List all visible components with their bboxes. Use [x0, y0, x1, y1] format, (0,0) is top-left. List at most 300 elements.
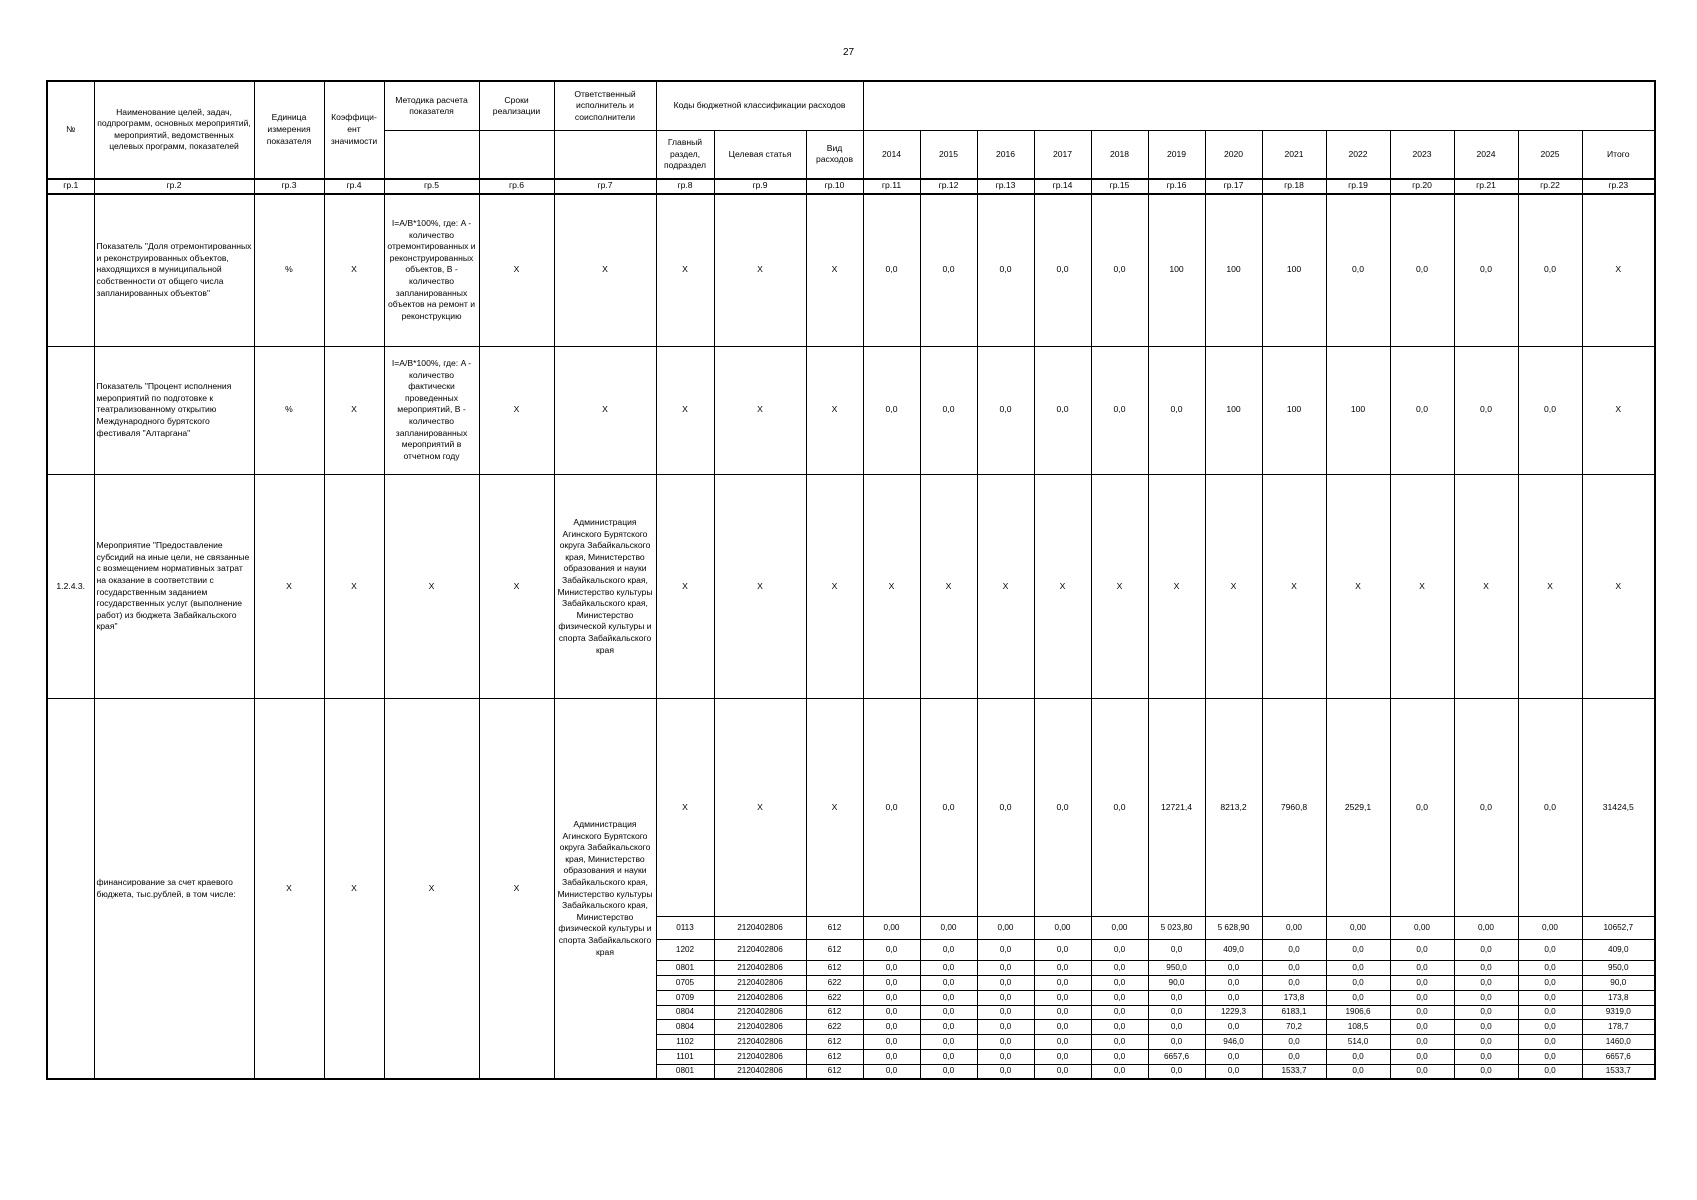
header-target: Целевая статья: [714, 131, 806, 179]
column-number: гр.13: [977, 179, 1034, 194]
detail-expense: 612: [806, 1005, 863, 1020]
financing-method: Х: [384, 699, 479, 1079]
detail-section: 0804: [656, 1005, 714, 1020]
detail-year-value: 0,0: [1205, 1064, 1262, 1079]
row-year-value: 0,0: [1034, 194, 1091, 346]
detail-year-value: 946,0: [1205, 1035, 1262, 1050]
table-row: [47, 474, 1655, 699]
summary-year-value: 0,0: [863, 699, 920, 917]
column-number: гр.16: [1148, 179, 1205, 194]
detail-year-value: 0,0: [1454, 1035, 1518, 1050]
detail-year-value: 950,0: [1148, 961, 1205, 976]
row-unit: %: [254, 194, 324, 346]
header-year-2020: 2020: [1205, 131, 1262, 179]
detail-year-value: 0,0: [863, 961, 920, 976]
column-number: гр.12: [920, 179, 977, 194]
row-year-value: 0,0: [863, 346, 920, 474]
detail-year-value: 0,0: [863, 939, 920, 961]
detail-section: 1101: [656, 1049, 714, 1064]
detail-expense: 612: [806, 939, 863, 961]
detail-year-value: 514,0: [1326, 1035, 1390, 1050]
row-method: I=A/B*100%, где: A - количество фактически проведенных мероприятий, В - количество запланированных мероприятий в отчетном году: [384, 346, 479, 474]
column-number: гр.5: [384, 179, 479, 194]
row-year-value: Х: [920, 474, 977, 699]
header-year-2018: 2018: [1091, 131, 1148, 179]
row-year-value: 0,0: [977, 346, 1034, 474]
detail-year-value: 0,00: [863, 917, 920, 940]
detail-year-value: 0,0: [1262, 1049, 1326, 1064]
detail-section: 1202: [656, 939, 714, 961]
detail-year-value: 1533,7: [1262, 1064, 1326, 1079]
header-method: Методика расчета показателя: [384, 81, 479, 131]
column-number: гр.21: [1454, 179, 1518, 194]
detail-year-value: 0,0: [1205, 961, 1262, 976]
row-year-value: Х: [1390, 474, 1454, 699]
row-year-value: 0,0: [1390, 194, 1454, 346]
row-name: Мероприятие "Предоставление субсидий на иные цели, не связанные с возмещением нормативных затрат на оказание в соответствии с государственным заданием государственных услуг (выполнение работ) из бюджета Забайкальского края": [94, 474, 254, 699]
detail-year-value: 0,0: [1454, 990, 1518, 1005]
detail-year-value: 0,0: [1091, 1005, 1148, 1020]
header-total: Итого: [1582, 131, 1655, 179]
detail-year-value: 0,0: [1390, 1035, 1454, 1050]
detail-year-value: 0,0: [1091, 1049, 1148, 1064]
detail-year-value: 0,0: [1148, 1035, 1205, 1050]
detail-year-value: 0,00: [1454, 917, 1518, 940]
detail-year-value: 0,0: [920, 939, 977, 961]
row-year-value: Х: [1034, 474, 1091, 699]
detail-year-value: 0,0: [863, 1064, 920, 1079]
financing-coef: Х: [324, 699, 384, 1079]
detail-year-value: 0,0: [1454, 939, 1518, 961]
detail-target: 2120402806: [714, 976, 806, 991]
summary-year-value: 0,0: [1034, 699, 1091, 917]
detail-year-value: 0,0: [1034, 1020, 1091, 1035]
column-number: гр.3: [254, 179, 324, 194]
detail-year-value: 0,0: [920, 976, 977, 991]
header-section: Главный раздел, подраздел: [656, 131, 714, 179]
summary-year-value: 0,0: [1454, 699, 1518, 917]
detail-total: 409,0: [1582, 939, 1655, 961]
detail-year-value: 70,2: [1262, 1020, 1326, 1035]
detail-year-value: 0,0: [1390, 976, 1454, 991]
row-year-value: 100: [1326, 346, 1390, 474]
detail-year-value: 0,0: [863, 1049, 920, 1064]
page-number: 27: [842, 47, 855, 58]
detail-section: 0709: [656, 990, 714, 1005]
row-year-value: Х: [1205, 474, 1262, 699]
row-coef: Х: [324, 194, 384, 346]
column-number: гр.23: [1582, 179, 1655, 194]
column-number: гр.17: [1205, 179, 1262, 194]
column-number: гр.10: [806, 179, 863, 194]
detail-target: 2120402806: [714, 917, 806, 940]
summary-year-value: 12721,4: [1148, 699, 1205, 917]
header-responsible: Ответственный исполнитель и соисполнители: [554, 81, 656, 131]
detail-target: 2120402806: [714, 1005, 806, 1020]
budget-table: [46, 80, 1656, 1080]
detail-year-value: 1906,6: [1326, 1005, 1390, 1020]
detail-year-value: 0,0: [1390, 1049, 1454, 1064]
row-total: Х: [1582, 346, 1655, 474]
detail-year-value: 0,0: [1390, 1005, 1454, 1020]
detail-year-value: 0,0: [1326, 939, 1390, 961]
row-total: Х: [1582, 474, 1655, 699]
detail-year-value: 6657,6: [1148, 1049, 1205, 1064]
detail-expense: 612: [806, 1035, 863, 1050]
detail-section: 0705: [656, 976, 714, 991]
detail-year-value: 0,0: [1262, 1035, 1326, 1050]
header-year-2024: 2024: [1454, 131, 1518, 179]
detail-year-value: 409,0: [1205, 939, 1262, 961]
detail-year-value: 90,0: [1148, 976, 1205, 991]
detail-year-value: 0,0: [920, 990, 977, 1005]
header-year-2014: 2014: [863, 131, 920, 179]
detail-year-value: 0,0: [1205, 976, 1262, 991]
detail-year-value: 0,0: [1148, 990, 1205, 1005]
detail-year-value: 0,0: [1518, 961, 1582, 976]
detail-year-value: 0,0: [1091, 976, 1148, 991]
row-section: Х: [656, 346, 714, 474]
detail-year-value: 0,0: [977, 1035, 1034, 1050]
detail-expense: 612: [806, 961, 863, 976]
detail-year-value: 0,0: [1454, 1049, 1518, 1064]
row-responsible: Х: [554, 194, 656, 346]
summary-year-value: 0,0: [1091, 699, 1148, 917]
detail-year-value: 0,0: [1262, 976, 1326, 991]
column-number: гр.11: [863, 179, 920, 194]
header-year-2019: 2019: [1148, 131, 1205, 179]
detail-year-value: 0,0: [1518, 1049, 1582, 1064]
detail-year-value: 0,0: [1454, 961, 1518, 976]
detail-year-value: 0,0: [1205, 1020, 1262, 1035]
detail-year-value: 0,0: [1326, 976, 1390, 991]
detail-year-value: 0,0: [977, 1020, 1034, 1035]
detail-year-value: 0,0: [1034, 1064, 1091, 1079]
column-number: гр.4: [324, 179, 384, 194]
detail-year-value: 0,0: [1326, 1049, 1390, 1064]
column-number: гр.2: [94, 179, 254, 194]
row-section: Х: [656, 474, 714, 699]
detail-year-value: 0,0: [1148, 1020, 1205, 1035]
detail-expense: 612: [806, 1064, 863, 1079]
detail-year-value: 0,0: [1454, 1020, 1518, 1035]
header-coef: Коэффици-ент значимости: [324, 81, 384, 179]
header-expense: Вид расходов: [806, 131, 863, 179]
detail-year-value: 0,00: [1390, 917, 1454, 940]
detail-target: 2120402806: [714, 1035, 806, 1050]
detail-year-value: 0,0: [920, 961, 977, 976]
summary-section: Х: [656, 699, 714, 917]
table-row: [47, 346, 1655, 474]
detail-year-value: 0,00: [1262, 917, 1326, 940]
detail-year-value: 0,00: [1034, 917, 1091, 940]
row-unit: Х: [254, 474, 324, 699]
detail-year-value: 0,0: [977, 976, 1034, 991]
detail-total: 173,8: [1582, 990, 1655, 1005]
table-row: [47, 194, 1655, 346]
detail-year-value: 0,0: [863, 1035, 920, 1050]
header-years-group: [863, 81, 1655, 131]
detail-year-value: 0,0: [1034, 1049, 1091, 1064]
detail-year-value: 0,0: [863, 1005, 920, 1020]
detail-expense: 622: [806, 976, 863, 991]
column-number: гр.19: [1326, 179, 1390, 194]
detail-year-value: 0,0: [1454, 1005, 1518, 1020]
detail-target: 2120402806: [714, 1049, 806, 1064]
row-expense: Х: [806, 346, 863, 474]
detail-total: 9319,0: [1582, 1005, 1655, 1020]
detail-year-value: 0,0: [920, 1005, 977, 1020]
header-method-blank: [384, 131, 479, 179]
detail-year-value: 0,0: [1205, 990, 1262, 1005]
detail-year-value: 0,0: [1091, 990, 1148, 1005]
row-section: Х: [656, 194, 714, 346]
detail-year-value: 0,0: [920, 1020, 977, 1035]
detail-target: 2120402806: [714, 961, 806, 976]
detail-year-value: 0,0: [863, 990, 920, 1005]
row-target: Х: [714, 474, 806, 699]
detail-target: 2120402806: [714, 1064, 806, 1079]
detail-year-value: 0,0: [1518, 939, 1582, 961]
row-name: Показатель "Процент исполнения мероприятий по подготовке к театрализованному открытию Международного бурятского фестиваля "Алтаргана": [94, 346, 254, 474]
detail-expense: 622: [806, 1020, 863, 1035]
detail-year-value: 0,0: [1518, 1064, 1582, 1079]
financing-number: [47, 699, 94, 1079]
detail-year-value: 0,0: [1091, 1020, 1148, 1035]
detail-total: 1460,0: [1582, 1035, 1655, 1050]
row-number: [47, 346, 94, 474]
row-year-value: 0,0: [1518, 346, 1582, 474]
detail-year-value: 0,0: [1390, 990, 1454, 1005]
detail-section: 0804: [656, 1020, 714, 1035]
detail-year-value: 0,0: [1518, 1005, 1582, 1020]
row-expense: Х: [806, 194, 863, 346]
row-method: Х: [384, 474, 479, 699]
detail-year-value: 0,0: [1262, 961, 1326, 976]
detail-year-value: 0,00: [920, 917, 977, 940]
header-year-2021: 2021: [1262, 131, 1326, 179]
detail-year-value: 0,0: [920, 1049, 977, 1064]
detail-total: 950,0: [1582, 961, 1655, 976]
detail-year-value: 0,00: [1326, 917, 1390, 940]
detail-expense: 612: [806, 1049, 863, 1064]
detail-year-value: 0,0: [920, 1064, 977, 1079]
column-number: гр.6: [479, 179, 554, 194]
detail-year-value: 0,0: [1034, 1035, 1091, 1050]
detail-year-value: 0,0: [1518, 976, 1582, 991]
detail-year-value: 0,0: [1205, 1049, 1262, 1064]
detail-year-value: 0,0: [977, 990, 1034, 1005]
detail-target: 2120402806: [714, 939, 806, 961]
row-year-value: 0,0: [1454, 194, 1518, 346]
detail-year-value: 173,8: [1262, 990, 1326, 1005]
detail-year-value: 0,00: [977, 917, 1034, 940]
detail-year-value: 5 023,80: [1148, 917, 1205, 940]
summary-target: Х: [714, 699, 806, 917]
row-year-value: Х: [1454, 474, 1518, 699]
detail-total: 178,7: [1582, 1020, 1655, 1035]
row-responsible: Х: [554, 346, 656, 474]
detail-year-value: 0,0: [977, 961, 1034, 976]
financing-summary-row: [47, 699, 1655, 917]
detail-year-value: 0,0: [1518, 990, 1582, 1005]
header-row-1: [47, 81, 1655, 131]
detail-year-value: 0,0: [977, 1005, 1034, 1020]
detail-year-value: 0,0: [1390, 939, 1454, 961]
row-total: Х: [1582, 194, 1655, 346]
header-no: №: [47, 81, 94, 179]
detail-year-value: 0,00: [1518, 917, 1582, 940]
summary-year-value: 0,0: [977, 699, 1034, 917]
column-number: гр.18: [1262, 179, 1326, 194]
detail-year-value: 0,0: [1518, 1020, 1582, 1035]
column-number: гр.1: [47, 179, 94, 194]
detail-total: 10652,7: [1582, 917, 1655, 940]
detail-year-value: 0,0: [1326, 961, 1390, 976]
row-terms: Х: [479, 346, 554, 474]
row-year-value: Х: [1262, 474, 1326, 699]
row-year-value: 0,0: [863, 194, 920, 346]
detail-year-value: 0,0: [977, 939, 1034, 961]
row-year-value: 0,0: [1390, 346, 1454, 474]
row-year-value: 0,0: [977, 194, 1034, 346]
detail-expense: 612: [806, 917, 863, 940]
row-year-value: Х: [1326, 474, 1390, 699]
detail-year-value: 0,0: [1091, 961, 1148, 976]
row-responsible: Администрация Агинского Бурятского округа Забайкальского края, Министерство образования и науки Забайкальского края, Министерство культуры Забайкальского края, Министерство физической культуры и спорта Забайкальского края: [554, 474, 656, 699]
detail-year-value: 108,5: [1326, 1020, 1390, 1035]
summary-year-value: 0,0: [1518, 699, 1582, 917]
financing-name: финансирование за счет краевого бюджета, тыс.рублей, в том числе:: [94, 699, 254, 1079]
detail-year-value: 0,0: [1390, 1020, 1454, 1035]
row-coef: Х: [324, 346, 384, 474]
detail-year-value: 0,0: [1148, 1064, 1205, 1079]
detail-year-value: 0,0: [1454, 976, 1518, 991]
summary-year-value: 8213,2: [1205, 699, 1262, 917]
financing-unit: Х: [254, 699, 324, 1079]
header-responsible-blank: [554, 131, 656, 179]
summary-year-value: 0,0: [1390, 699, 1454, 917]
column-number: гр.9: [714, 179, 806, 194]
header-codes: Коды бюджетной классификации расходов: [656, 81, 863, 131]
header-year-2015: 2015: [920, 131, 977, 179]
detail-section: 0801: [656, 1064, 714, 1079]
row-year-value: 0,0: [1326, 194, 1390, 346]
column-number: гр.15: [1091, 179, 1148, 194]
detail-year-value: 0,0: [1091, 1064, 1148, 1079]
row-terms: Х: [479, 194, 554, 346]
summary-total: 31424,5: [1582, 699, 1655, 917]
header-unit: Единица измерения показателя: [254, 81, 324, 179]
row-year-value: Х: [1148, 474, 1205, 699]
column-number: гр.14: [1034, 179, 1091, 194]
header-year-2023: 2023: [1390, 131, 1454, 179]
detail-year-value: 0,0: [977, 1064, 1034, 1079]
summary-year-value: 7960,8: [1262, 699, 1326, 917]
header-year-2016: 2016: [977, 131, 1034, 179]
column-number: гр.7: [554, 179, 656, 194]
header-year-2025: 2025: [1518, 131, 1582, 179]
row-terms: Х: [479, 474, 554, 699]
detail-year-value: 0,0: [1390, 1064, 1454, 1079]
row-coef: Х: [324, 474, 384, 699]
detail-year-value: 0,0: [863, 976, 920, 991]
row-number: [47, 194, 94, 346]
column-number: гр.8: [656, 179, 714, 194]
column-number: гр.22: [1518, 179, 1582, 194]
row-year-value: Х: [1518, 474, 1582, 699]
detail-year-value: 0,00: [1091, 917, 1148, 940]
row-year-value: 0,0: [1091, 346, 1148, 474]
row-year-value: 100: [1205, 194, 1262, 346]
detail-year-value: 0,0: [1390, 961, 1454, 976]
detail-year-value: 0,0: [863, 1020, 920, 1035]
header-terms: Сроки реализации: [479, 81, 554, 131]
column-number-row: [47, 179, 1655, 194]
detail-target: 2120402806: [714, 990, 806, 1005]
detail-year-value: 6183,1: [1262, 1005, 1326, 1020]
summary-expense: Х: [806, 699, 863, 917]
detail-year-value: 0,0: [1262, 939, 1326, 961]
detail-year-value: 0,0: [1034, 990, 1091, 1005]
detail-year-value: 0,0: [1034, 939, 1091, 961]
detail-year-value: 0,0: [977, 1049, 1034, 1064]
row-year-value: 100: [1262, 346, 1326, 474]
row-year-value: 0,0: [1148, 346, 1205, 474]
row-year-value: 0,0: [1034, 346, 1091, 474]
row-number: 1.2.4.3.: [47, 474, 94, 699]
row-year-value: 100: [1148, 194, 1205, 346]
financing-terms: Х: [479, 699, 554, 1079]
detail-year-value: 0,0: [1091, 939, 1148, 961]
summary-year-value: 0,0: [920, 699, 977, 917]
detail-year-value: 5 628,90: [1205, 917, 1262, 940]
header-name: Наименование целей, задач, подпрограмм, основных мероприятий, мероприятий, ведомственных целевых программ, показателей: [94, 81, 254, 179]
detail-year-value: 0,0: [1148, 939, 1205, 961]
detail-year-value: 1229,3: [1205, 1005, 1262, 1020]
row-target: Х: [714, 346, 806, 474]
row-year-value: 100: [1262, 194, 1326, 346]
row-year-value: 0,0: [1518, 194, 1582, 346]
detail-year-value: 0,0: [1034, 976, 1091, 991]
detail-year-value: 0,0: [1518, 1035, 1582, 1050]
detail-section: 1102: [656, 1035, 714, 1050]
row-year-value: 0,0: [1454, 346, 1518, 474]
row-expense: Х: [806, 474, 863, 699]
row-year-value: Х: [977, 474, 1034, 699]
detail-year-value: 0,0: [1034, 1005, 1091, 1020]
row-year-value: 0,0: [920, 194, 977, 346]
detail-total: 1533,7: [1582, 1064, 1655, 1079]
row-target: Х: [714, 194, 806, 346]
header-year-2017: 2017: [1034, 131, 1091, 179]
detail-year-value: 0,0: [1034, 961, 1091, 976]
detail-year-value: 0,0: [1454, 1064, 1518, 1079]
detail-year-value: 0,0: [1091, 1035, 1148, 1050]
detail-total: 90,0: [1582, 976, 1655, 991]
detail-year-value: 0,0: [1326, 1064, 1390, 1079]
column-number: гр.20: [1390, 179, 1454, 194]
detail-total: 6657,6: [1582, 1049, 1655, 1064]
row-name: Показатель "Доля отремонтированных и реконструированных объектов, находящихся в муниципальной собственности от общего числа запланированных объектов": [94, 194, 254, 346]
row-year-value: 0,0: [1091, 194, 1148, 346]
row-year-value: 100: [1205, 346, 1262, 474]
detail-year-value: 0,0: [920, 1035, 977, 1050]
row-method: I=A/B*100%, где: A - количество отремонтированных и реконструированных объектов, В - количество запланированных объектов на ремонт и реконструкцию: [384, 194, 479, 346]
header-terms-blank: [479, 131, 554, 179]
detail-expense: 622: [806, 990, 863, 1005]
row-year-value: 0,0: [920, 346, 977, 474]
